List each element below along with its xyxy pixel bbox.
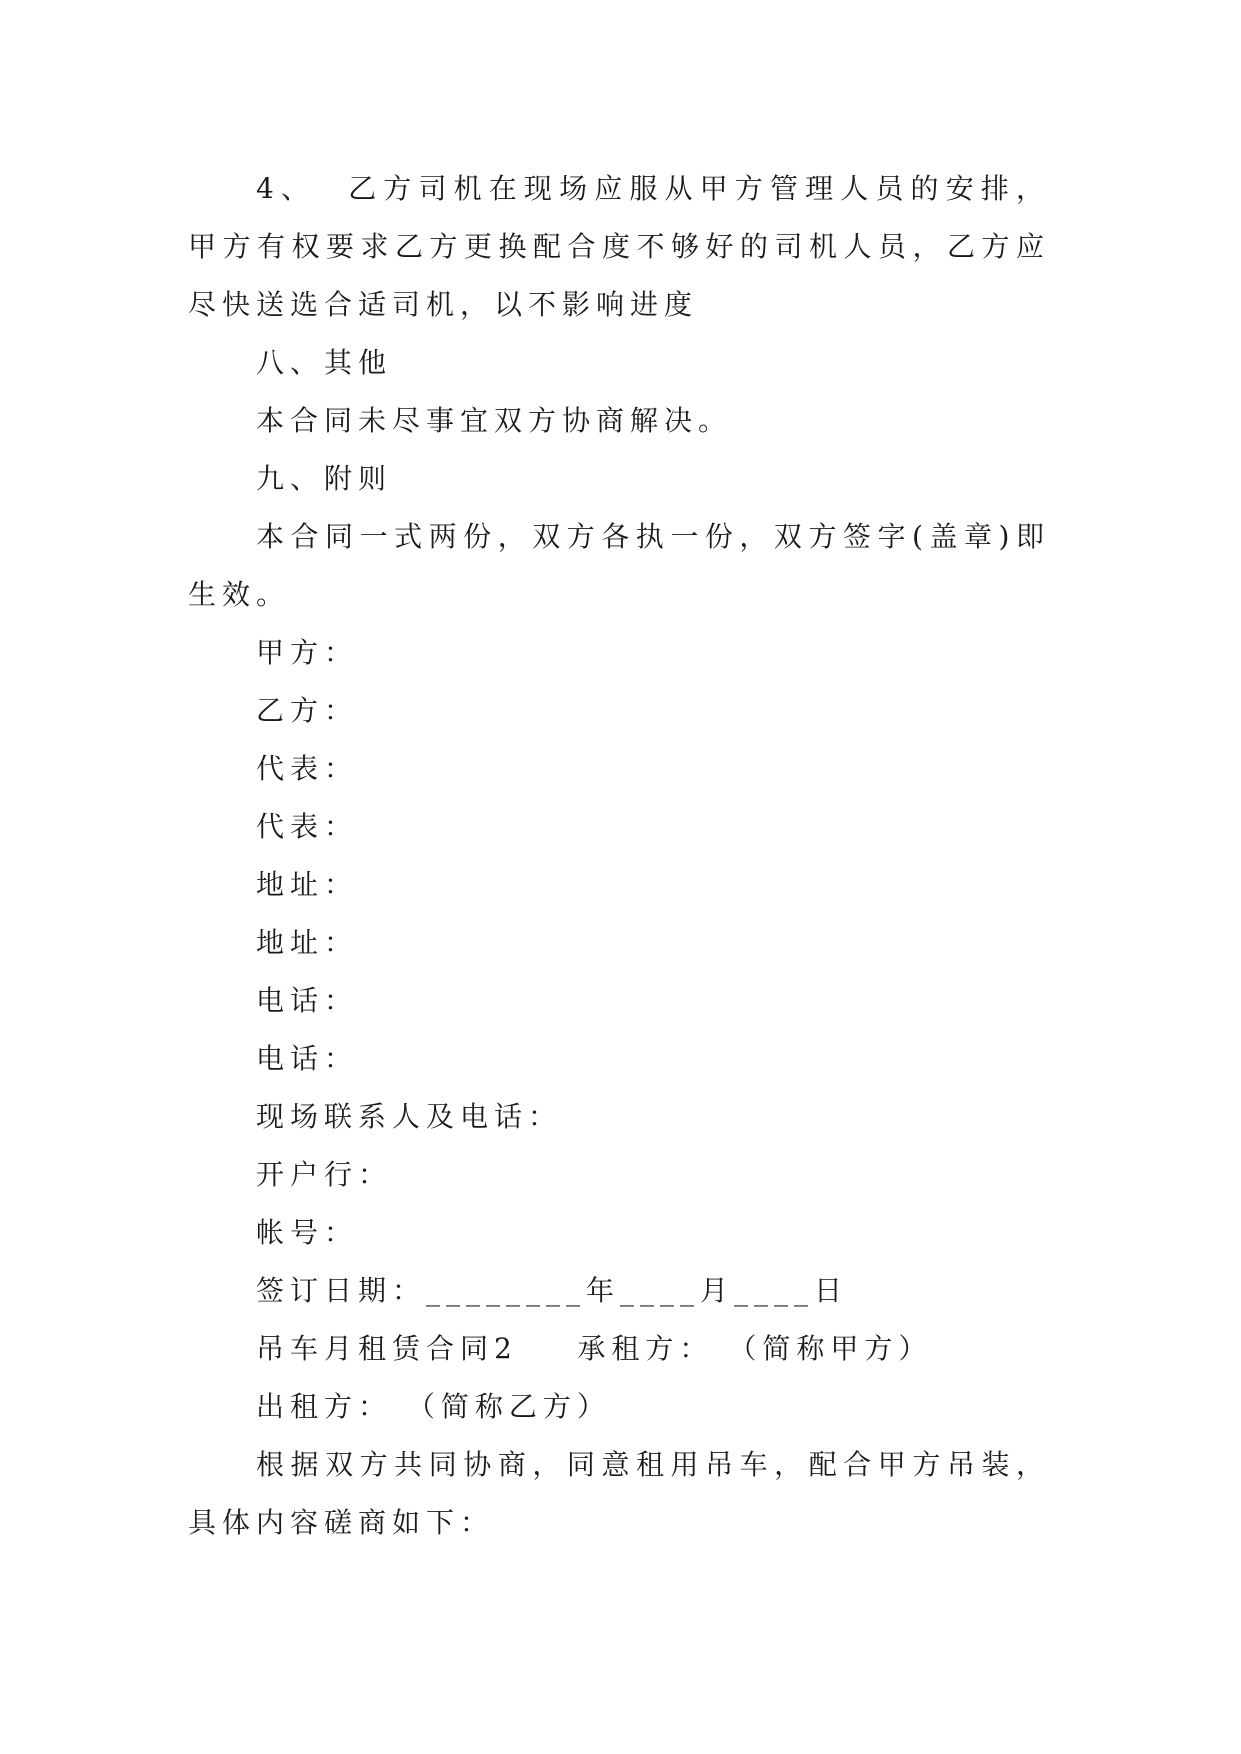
site-contact-label: 现场联系人及电话：: [256, 1100, 563, 1133]
party-b-address-label: 地址：: [256, 926, 359, 959]
signing-date-line: 签订日期：________年____月____日: [256, 1274, 849, 1307]
contract-2-intro-text: 根据双方共同协商，同意租用吊车，配合甲方吊装，具体内容磋商如下：: [188, 1448, 1050, 1539]
clause-4-driver-arrangement: 4、 乙方司机在现场应服从甲方管理人员的安排，甲方有权要求乙方更换配合度不够好的司机人员，乙方应尽快送选合适司机，以不影响进度: [188, 172, 1050, 321]
party-a-label: 甲方：: [256, 636, 359, 669]
lessor-label: 出租方： （简称乙方）: [256, 1390, 611, 1423]
bank-label: 开户行：: [256, 1158, 393, 1191]
appendix-clause-text: 本合同一式两份，双方各执一份，双方签字(盖章)即生效。: [188, 520, 1050, 611]
contract-2-title-lessee: 吊车月租赁合同2 承租方： （简称甲方）: [256, 1332, 933, 1365]
party-a-address-label: 地址：: [256, 868, 359, 901]
document-body: [188, 160, 1050, 1552]
party-b-label: 乙方：: [256, 694, 359, 727]
party-a-phone-label: 电话：: [256, 984, 359, 1017]
section-heading-other: 八、其他: [256, 346, 393, 379]
party-a-representative-label: 代表：: [256, 752, 359, 785]
section-heading-appendix: 九、附则: [256, 462, 393, 495]
other-clause-text: 本合同未尽事宜双方协商解决。: [256, 404, 733, 437]
account-number-label: 帐号：: [256, 1216, 359, 1249]
party-b-phone-label: 电话：: [256, 1042, 359, 1075]
party-b-representative-label: 代表：: [256, 810, 359, 843]
